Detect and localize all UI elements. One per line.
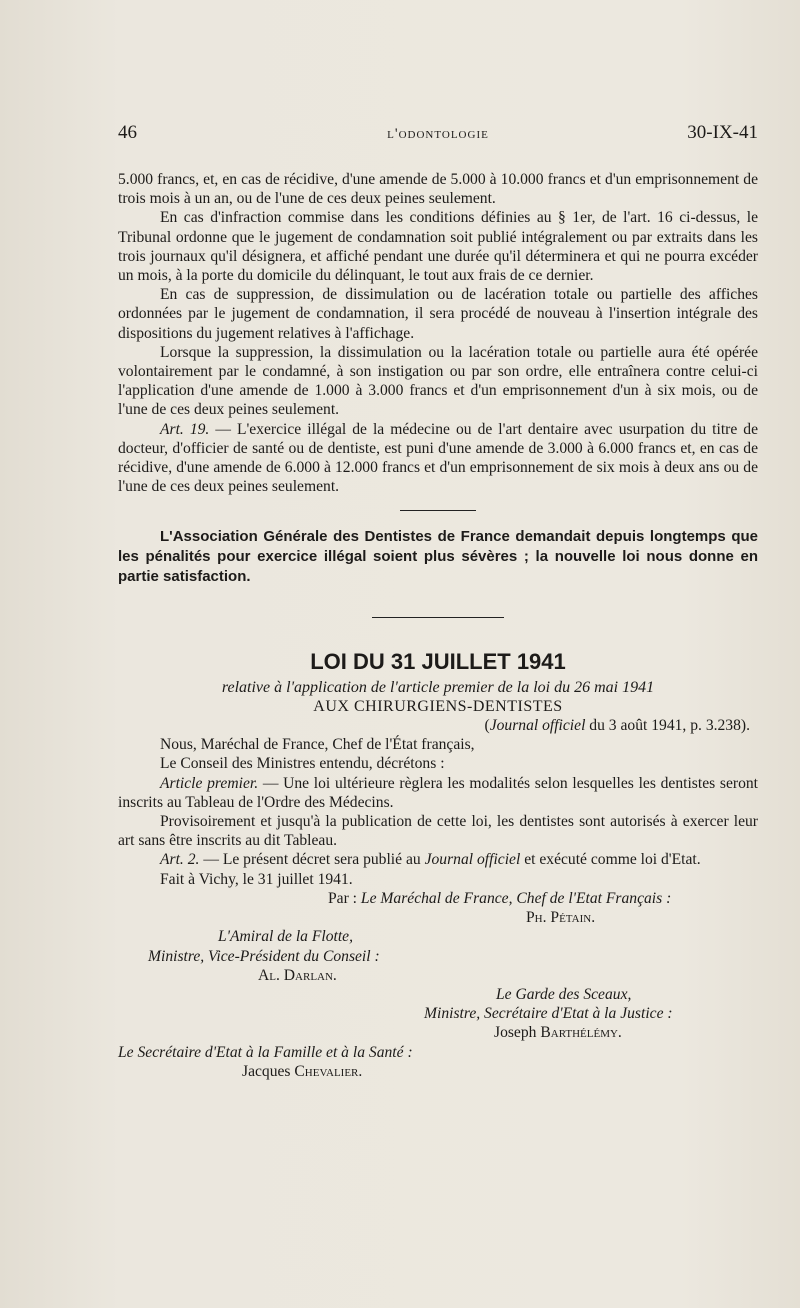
barthelemy-title-2: Ministre, Secrétaire d'Etat à la Justice : xyxy=(424,1005,673,1023)
barthelemy-last-name: Barthélémy. xyxy=(540,1024,622,1042)
article-2-text-a: — Le présent décret sera publié au xyxy=(199,851,425,869)
law-subtitle-2: AUX CHIRURGIENS-DENTISTES xyxy=(313,697,563,715)
paragraph-publication: En cas d'infraction commise dans les conditions définies au § 1er, de l'art. 16 ci-dessus, le Tribunal ordonne que le jugement de condamnation soit publié intégralement ou par extraits dans les trois journaux qu'il désignera, et affiché pendant une durée qu'il déterminera et qui ne pourra excéder un mois, à la porte du domicile du délinquant, le tout aux frais de ce dernier. xyxy=(118,209,758,285)
paragraph-provisoirement: Provisoirement et jusqu'à la publication de cette loi, les dentistes sont autorisés à exercer leur art sans être inscrits au dit Tableau. xyxy=(118,813,758,850)
association-note: L'Association Générale des Dentistes de France demandait depuis longtemps que les pénalités pour exercice illégal soient plus sévères ; la nouvelle loi nous donne en partie satisfaction. xyxy=(118,528,758,586)
section-divider xyxy=(400,510,476,511)
article-19-label: Art. 19. xyxy=(160,420,210,438)
page-body xyxy=(118,170,758,1081)
signature-barthelemy-title-2 xyxy=(424,1004,758,1023)
jo-details: du 3 août 1941, p. 3.238). xyxy=(585,717,750,735)
page-number: 46 xyxy=(118,122,137,143)
signature-barthelemy-name xyxy=(494,1023,758,1042)
paragraph-voluntary: Lorsque la suppression, la dissimulation ou la lacération totale ou partielle aura été opérée volontairement par le condamné, à son instigation ou par son ordre, elle entraînera contre celui-ci l'application d'une amende de 1.000 à 3.000 francs et d'un emprisonnement d'un à six mois, ou de l'une de ces deux peines seulement. xyxy=(118,343,758,419)
signature-chevalier-name xyxy=(242,1062,758,1081)
issue-date: 30-IX-41 xyxy=(687,122,758,143)
article-2 xyxy=(118,850,758,869)
petain-title: Le Maréchal de France, Chef de l'Etat Français : xyxy=(360,889,672,907)
darlan-title-2: Ministre, Vice-Président du Conseil : xyxy=(148,947,380,965)
barthelemy-first-name: Joseph xyxy=(494,1024,541,1042)
running-header xyxy=(118,122,758,152)
preamble-line-1: Nous, Maréchal de France, Chef de l'État français, xyxy=(160,736,475,754)
fait-a-vichy: Fait à Vichy, le 31 juillet 1941. xyxy=(160,870,353,888)
article-premier-label: Article premier. xyxy=(160,774,259,792)
article-2-label: Art. 2. xyxy=(160,851,200,869)
paragraph-penalties: 5.000 francs, et, en cas de récidive, d'une amende de 5.000 à 10.000 francs et d'un emprisonnement de trois mois à un an, ou de l'une de ces deux peines seulement. xyxy=(118,171,758,208)
article-premier-text: — Une loi ultérieure règlera les modalités selon lesquelles les dentistes seront inscrits au Tableau de l'Ordre des Médecins. xyxy=(118,774,758,811)
journal-officiel-reference xyxy=(118,716,750,735)
barthelemy-title-1: Le Garde des Sceaux, xyxy=(496,985,632,1003)
law-subtitle: relative à l'application de l'article premier de la loi du 26 mai 1941 xyxy=(221,678,655,696)
signature-darlan-name: Al. Darlan. xyxy=(258,966,337,984)
jo-name: Journal officiel xyxy=(489,717,586,735)
article-2-jo: Journal officiel xyxy=(424,851,521,869)
chevalier-last-name: Chevalier. xyxy=(294,1062,363,1080)
signature-chevalier-title xyxy=(118,1043,758,1062)
preamble-line-2: Le Conseil des Ministres entendu, décrétons : xyxy=(160,755,445,773)
darlan-title-1: L'Amiral de la Flotte, xyxy=(218,928,354,946)
paragraph-article-19 xyxy=(118,420,758,497)
chevalier-first-name: Jacques xyxy=(242,1062,295,1080)
par-label: Par : xyxy=(328,889,361,907)
article-19-text: — L'exercice illégal de la médecine ou de l'art dentaire avec usurpation du titre de docteur, d'officier de santé ou de dentiste, est puni d'une amende de 3.000 à 6.000 francs et, en cas de récidive, d'une amende de 6.000 à 12.000 francs et d'un emprisonnement de six mois à deux ans ou de l'une de ces deux peines seulement. xyxy=(118,420,759,496)
section-divider-2 xyxy=(372,617,504,618)
signature-petain-title xyxy=(328,889,758,908)
signature-darlan-title-1 xyxy=(218,927,758,946)
signature-darlan-title-2 xyxy=(148,947,758,966)
signature-barthelemy-title-1 xyxy=(496,985,758,1004)
jo-open-paren: ( xyxy=(484,717,490,735)
paragraph-suppression: En cas de suppression, de dissimulation ou de lacération totale ou partielle des affiches ordonnées par le jugement de condamnation, il sera procédé de nouveau à l'insertion intégrale des dispositions du jugement relatives à l'affichage. xyxy=(118,286,758,342)
article-2-text-b: et exécuté comme loi d'Etat. xyxy=(520,851,701,869)
journal-title: l'odontologie xyxy=(387,126,489,142)
law-title: LOI DU 31 JUILLET 1941 xyxy=(310,649,566,675)
chevalier-title: Le Secrétaire d'Etat à la Famille et à la Santé : xyxy=(118,1043,413,1061)
article-premier xyxy=(118,774,758,812)
signature-petain-name: Ph. Pétain. xyxy=(526,909,596,927)
